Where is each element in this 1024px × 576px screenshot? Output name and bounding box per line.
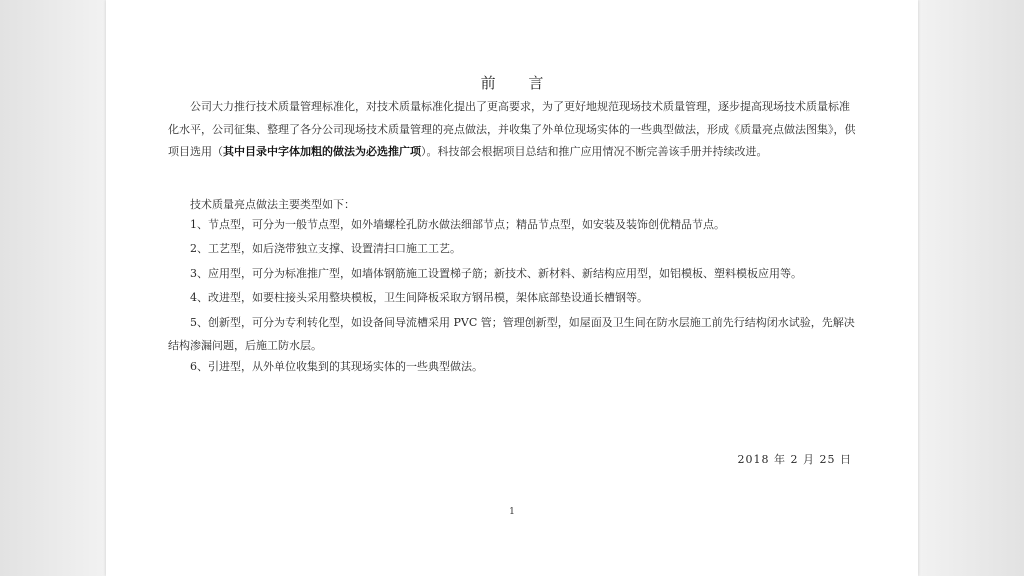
list-item: [168, 312, 858, 357]
page-number: 1: [509, 507, 515, 517]
preface-text-start: 公司大力推行技术质量管理标准化，对技术质量标准化提出了更高要求，为了更好地规范现场技术质量管理，逐步提高现场技术质量标准化水平，公司征集、整理了各分公司现场技术质量管理的亮点做法，并收集了外单位现场实体的一些典型做法，形成《质量亮点做法图集》，供项目选用（: [168, 100, 856, 158]
document-page: [106, 0, 918, 576]
list-item-text: 1、节点型，可分为一般节点型，如外墙螺栓孔防水做法细部节点；精品节点型，如安装及装饰创优精品节点。: [190, 218, 725, 231]
list-item-text: 2、工艺型，如后浇带独立支撑、设置清扫口施工工艺。: [190, 242, 461, 255]
list-item-text: 3、应用型，可分为标准推广型，如墙体钢筋施工设置梯子筋；新技术、新材料、新结构应用型，如铝模板、塑料模板应用等。: [190, 267, 802, 280]
list-item: [168, 214, 858, 237]
preface-text-end: ）。科技部会根据项目总结和推广应用情况不断完善该手册并持续改进。: [421, 145, 768, 158]
preface-paragraph: [168, 96, 858, 164]
list-item: [168, 263, 858, 286]
list-item: [168, 356, 858, 379]
preface-text-bold: 其中目录中字体加粗的做法为必选推广项: [223, 145, 421, 158]
left-background: [0, 0, 106, 576]
list-item: [168, 287, 858, 310]
document-date: 2018 年 2 月 25 日: [737, 453, 852, 466]
page-title: 前 言: [480, 74, 558, 92]
right-background: [918, 0, 1024, 576]
types-intro-text: 技术质量亮点做法主要类型如下：: [190, 198, 355, 211]
list-item: [168, 238, 858, 261]
list-item-text: 4、改进型，如要柱接头采用整块模板，卫生间降板采取方钢吊模，架体底部垫设通长槽钢等。: [190, 291, 648, 304]
list-item-text: 6、引进型，从外单位收集到的其现场实体的一些典型做法。: [190, 360, 483, 373]
preface-paragraph-text: [168, 96, 858, 164]
list-item-text: 5、创新型，可分为专利转化型，如设备间导流槽采用 PVC 管；管理创新型，如屋面及卫生间在防水层施工前先行结构闭水试验，先解决结构渗漏问题，后施工防水层。: [168, 316, 855, 352]
